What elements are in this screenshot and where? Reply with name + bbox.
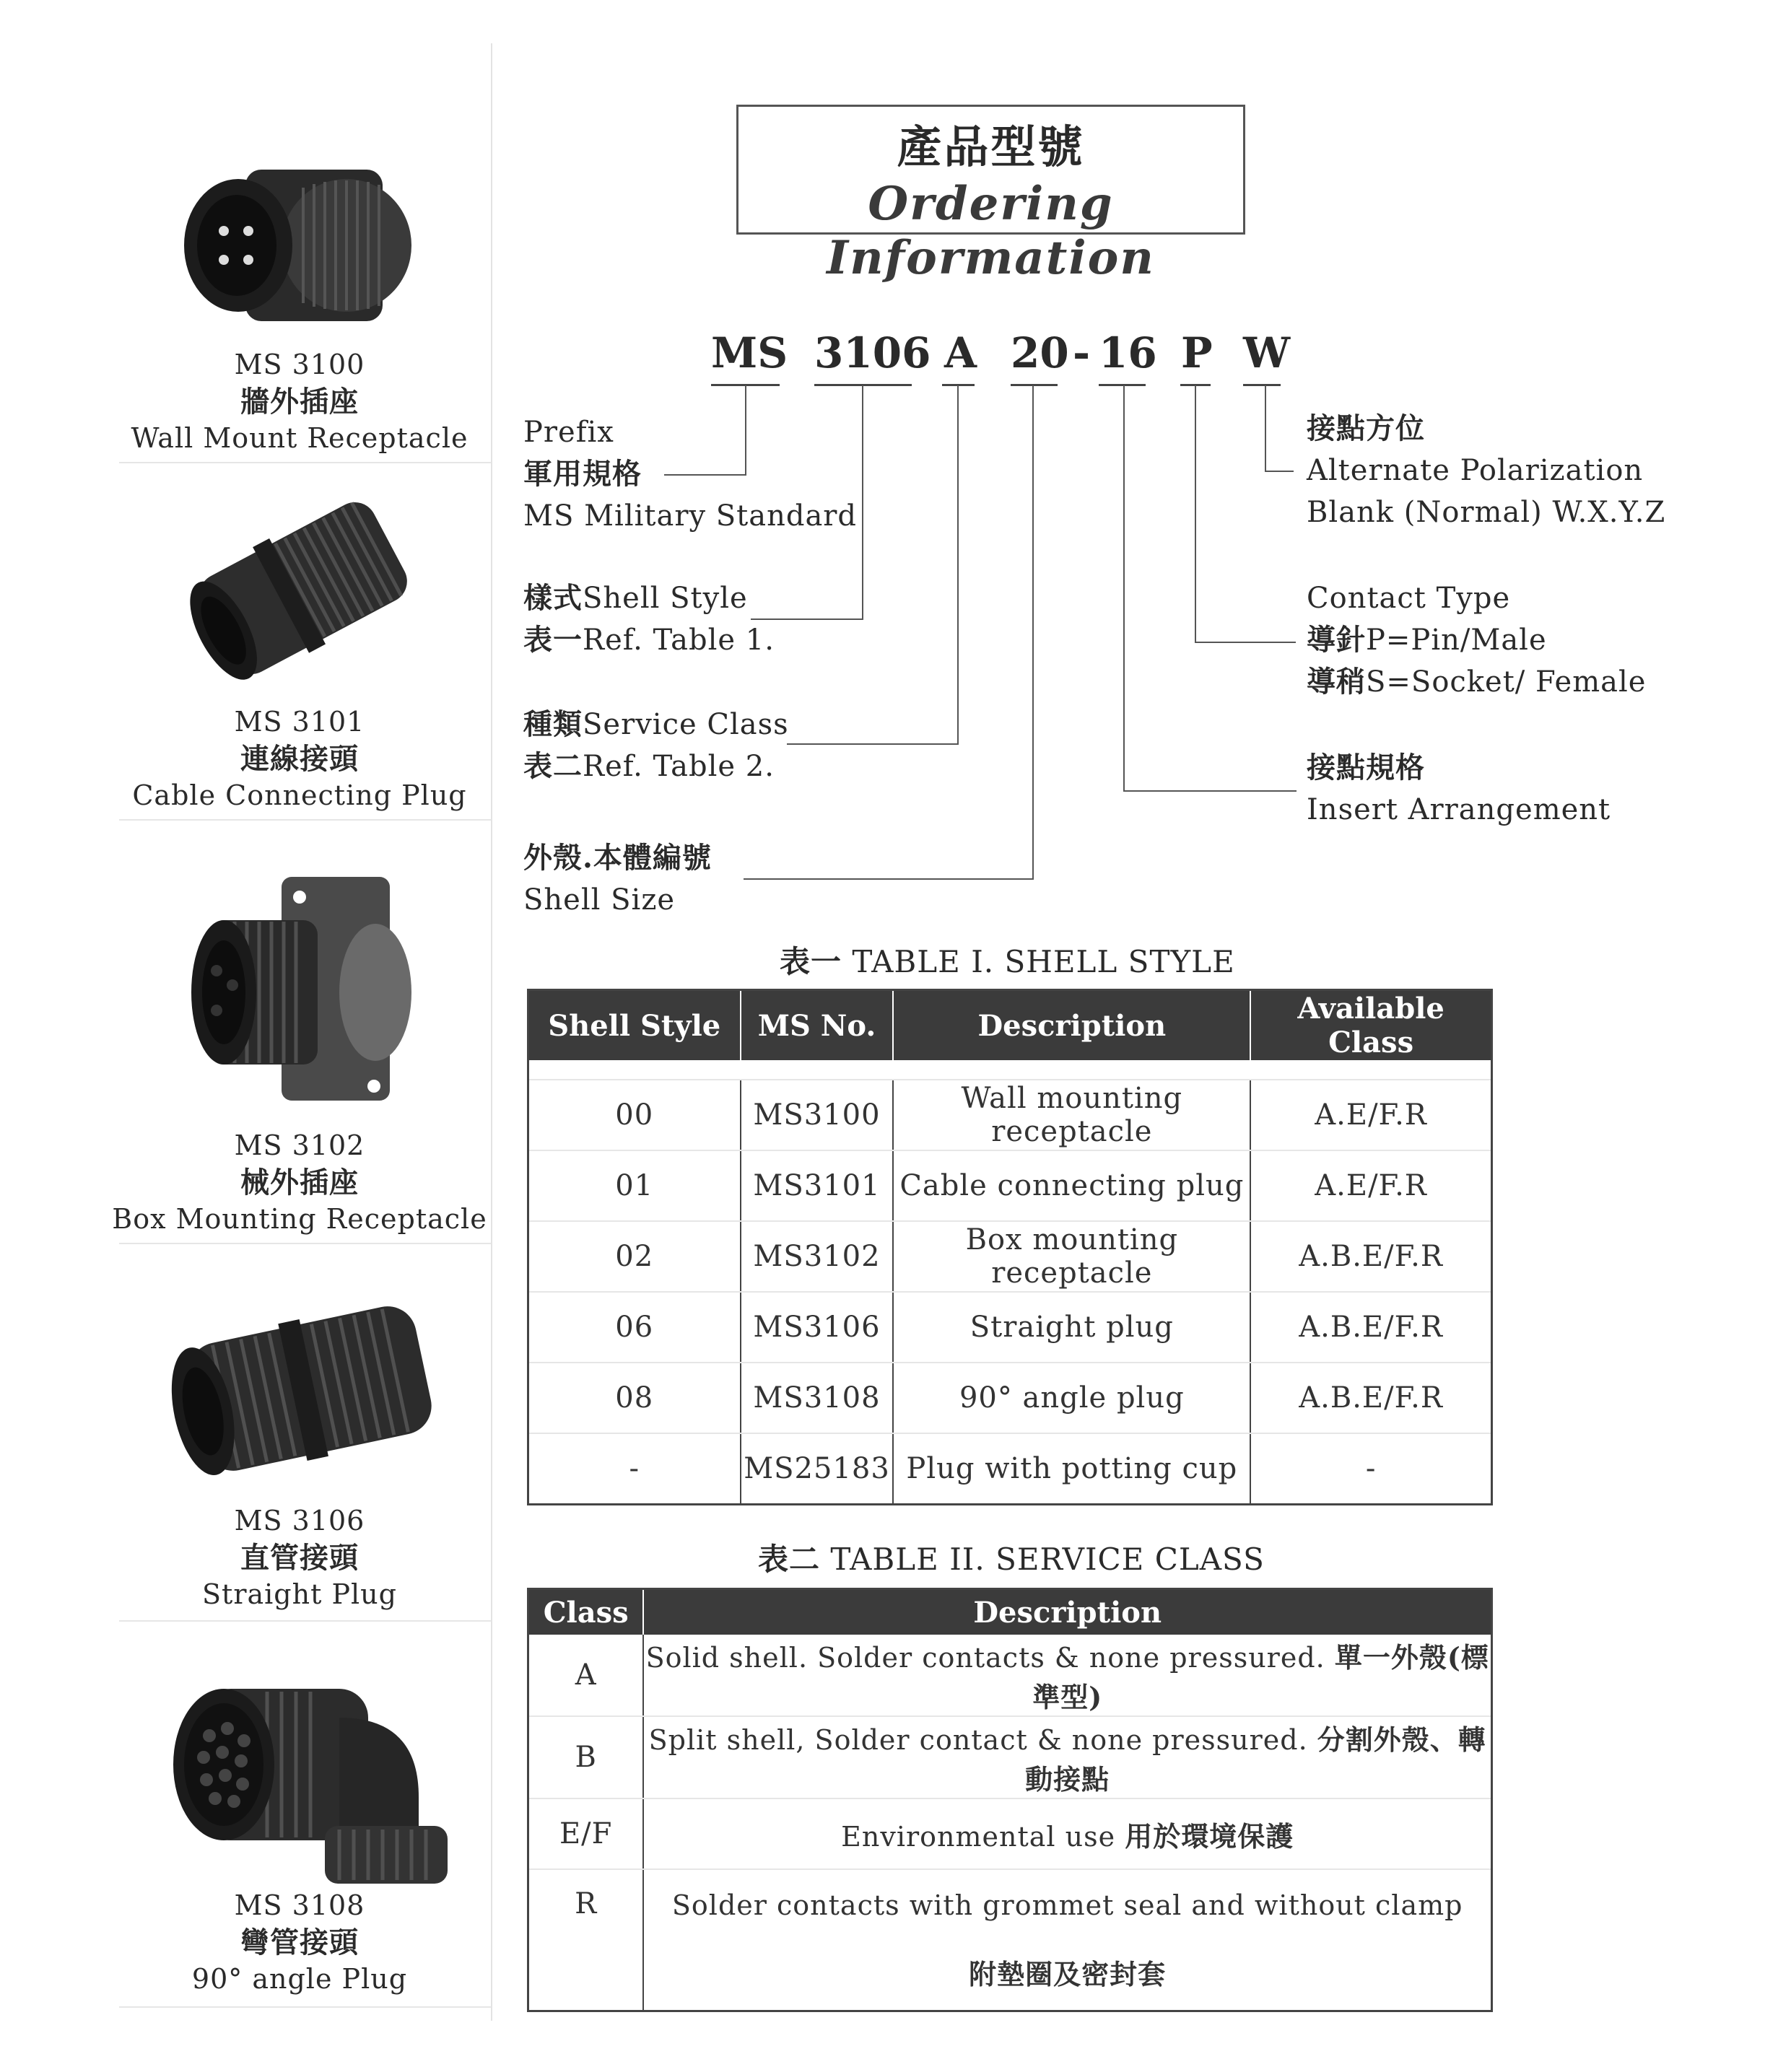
table1-caption <box>780 938 1235 982</box>
callout-prefix-zh: 軍用規格 <box>523 457 642 491</box>
ms3102-connector-image <box>180 870 426 1115</box>
callout-prefix <box>523 411 857 537</box>
callout-socket: S=Socket/ Female <box>1366 665 1647 699</box>
cell-description <box>643 1798 1491 1869</box>
cell-description <box>643 1716 1491 1798</box>
cell-description: Wall mounting receptacle <box>893 1080 1250 1150</box>
cell-style: 01 <box>528 1150 741 1221</box>
shell-style-table <box>527 989 1493 1505</box>
callout-polar-options: Blank (Normal) W.X.Y.Z <box>1307 496 1666 529</box>
table1-caption-en: TABLE I. SHELL STYLE <box>852 944 1235 979</box>
header-description: Description <box>643 1589 1491 1635</box>
product-name-zh: 彎管接頭 <box>240 1925 359 1959</box>
leader-class <box>957 385 959 745</box>
desc-en: Environmental use <box>841 1820 1116 1853</box>
cell-class: A.E/F.R <box>1250 1080 1491 1150</box>
cell-class: A.B.E/F.R <box>1250 1363 1491 1433</box>
callout-service-class <box>523 704 789 787</box>
cell-description: 90° angle plug <box>893 1363 1250 1433</box>
pn-dash: - <box>1073 328 1091 377</box>
product-name-en: Wall Mount Receptacle <box>131 422 469 454</box>
product-separator <box>119 2006 491 2008</box>
cell-class: A.B.E/F.R <box>1250 1221 1491 1292</box>
cell-ms-no: MS3100 <box>741 1080 894 1150</box>
callout-style-zh: 樣式 <box>523 581 583 615</box>
desc-zh: 用於環境保護 <box>1125 1819 1294 1853</box>
leader-size <box>1032 385 1034 880</box>
callout-polar-en: Alternate Polarization <box>1307 454 1644 487</box>
leader-class-h <box>787 743 959 745</box>
product-caption-ms3106 <box>108 1503 491 1613</box>
pn-prefix: MS <box>711 328 788 377</box>
service-class-table <box>527 1588 1493 2012</box>
cell-style: 00 <box>528 1080 741 1150</box>
header-class: Class <box>528 1589 644 1635</box>
callout-pin: P=Pin/Male <box>1366 624 1547 657</box>
table1-caption-zh: 表一 <box>780 944 842 979</box>
cell-style: 08 <box>528 1363 741 1433</box>
product-name-en: Box Mounting Receptacle <box>112 1203 487 1235</box>
table-row <box>528 1635 1492 1716</box>
ordering-title-box <box>736 105 1245 285</box>
column-divider <box>491 43 492 2021</box>
cell-ms-no: MS25183 <box>741 1433 894 1505</box>
cell-ms-no: MS3102 <box>741 1221 894 1292</box>
callout-shell-size <box>523 837 712 921</box>
leader-insert <box>1123 385 1125 792</box>
pn-underline-polar <box>1243 384 1281 386</box>
header-ms-no: MS No. <box>741 990 894 1061</box>
table-header-row <box>528 990 1492 1061</box>
table-row <box>528 1433 1492 1505</box>
leader-polar <box>1265 385 1266 472</box>
callout-class-ref: Ref. Table 2. <box>583 750 775 783</box>
pn-underline-size <box>1011 384 1058 386</box>
table-row <box>528 1080 1492 1150</box>
leader-contact-h <box>1195 642 1296 643</box>
product-model: MS 3102 <box>234 1129 365 1161</box>
cell-description <box>643 1635 1491 1716</box>
table-row <box>528 1150 1492 1221</box>
callout-shell-style <box>523 577 775 661</box>
pn-contact: P <box>1181 328 1213 377</box>
table-spacer <box>528 1060 1492 1080</box>
desc-zh: 單一外殼(標準型) <box>1032 1641 1489 1713</box>
product-caption-ms3102 <box>108 1127 491 1238</box>
cell-style: 06 <box>528 1292 741 1363</box>
callout-polar-zh: 接點方位 <box>1307 411 1425 445</box>
cell-ms-no: MS3101 <box>741 1150 894 1221</box>
page-title-en: Ordering Information <box>827 177 1155 285</box>
product-model: MS 3101 <box>234 706 365 738</box>
callout-size-en: Shell Size <box>523 883 676 917</box>
pn-polarization: W <box>1243 328 1291 377</box>
product-model: MS 3108 <box>234 1889 365 1921</box>
cell-class: A <box>528 1635 644 1716</box>
product-name-zh: 連線接頭 <box>240 742 359 776</box>
callout-class-zh: 種類 <box>523 707 583 741</box>
pn-insert: 16 <box>1099 328 1157 377</box>
ms3106-connector-image <box>159 1285 455 1494</box>
product-caption-ms3100 <box>108 346 491 457</box>
table-row <box>528 1798 1492 1869</box>
table2-caption-zh: 表二 <box>758 1542 821 1577</box>
callout-size-zh: 外殼.本體編號 <box>523 841 712 875</box>
callout-style-table-zh: 表一 <box>523 623 583 657</box>
leader-insert-h <box>1123 790 1297 792</box>
desc-en: Solder contacts with grommet seal and without clamp <box>671 1889 1463 1921</box>
callout-contact-type <box>1307 577 1646 703</box>
product-separator <box>119 462 491 463</box>
callout-prefix-std: MS Military Standard <box>523 499 858 533</box>
cell-class: R <box>528 1869 644 2011</box>
table-header-row <box>528 1589 1492 1635</box>
cell-description: Straight plug <box>893 1292 1250 1363</box>
ms3101-connector-image <box>177 491 430 686</box>
cell-description: Box mounting receptacle <box>893 1221 1250 1292</box>
callout-class-en: Service Class <box>583 708 789 741</box>
callout-style-en: Shell Style <box>583 582 748 615</box>
product-name-en: Cable Connecting Plug <box>132 779 467 811</box>
callout-pin-zh: 導針 <box>1307 623 1366 657</box>
product-name-en: Straight Plug <box>202 1578 397 1610</box>
callout-insert-en: Insert Arrangement <box>1307 793 1611 826</box>
header-shell-style: Shell Style <box>528 990 741 1061</box>
desc-zh: 附墊圈及密封套 <box>969 1958 1167 1990</box>
product-separator <box>119 1243 491 1244</box>
table2-caption <box>758 1536 1265 1579</box>
leader-style <box>862 385 863 620</box>
page-title-zh: 產品型號 <box>897 121 1085 173</box>
product-name-zh: 直管接頭 <box>240 1541 359 1575</box>
callout-prefix-en: Prefix <box>523 416 614 449</box>
product-model: MS 3100 <box>234 349 365 380</box>
product-name-zh: 械外插座 <box>240 1166 359 1199</box>
cell-ms-no: MS3108 <box>741 1363 894 1433</box>
cell-description: Cable connecting plug <box>893 1150 1250 1221</box>
product-caption-ms3101 <box>108 704 491 814</box>
leader-contact <box>1195 385 1196 643</box>
callout-polarization <box>1307 408 1665 533</box>
desc-en: Solid shell. Solder contacts & none pressured. <box>645 1642 1325 1674</box>
callout-insert <box>1307 747 1611 831</box>
product-separator <box>119 819 491 821</box>
leader-size-h <box>744 878 1034 880</box>
callout-socket-zh: 導稍 <box>1307 665 1366 699</box>
table2-caption-en: TABLE II. SERVICE CLASS <box>830 1542 1265 1577</box>
product-separator <box>119 1620 491 1622</box>
pn-service-class: A <box>944 328 977 377</box>
header-description: Description <box>893 990 1250 1061</box>
ms3100-connector-image <box>173 159 433 332</box>
table-row <box>528 1060 1492 1080</box>
ms3108-connector-image <box>159 1674 462 1898</box>
cell-description <box>643 1869 1491 2011</box>
table-row <box>528 1869 1492 2011</box>
table-row <box>528 1363 1492 1433</box>
callout-insert-zh: 接點規格 <box>1307 751 1425 784</box>
callout-style-ref: Ref. Table 1. <box>583 624 775 657</box>
cell-ms-no: MS3106 <box>741 1292 894 1363</box>
product-caption-ms3108 <box>108 1887 491 1998</box>
cell-class: E/F <box>528 1798 644 1869</box>
header-available-class: Available Class <box>1250 990 1491 1061</box>
table-row <box>528 1221 1492 1292</box>
pn-shell-size: 20 <box>1011 328 1069 377</box>
cell-class: A.E/F.R <box>1250 1150 1491 1221</box>
desc-en: Split shell, Solder contact & none pressured. <box>648 1724 1308 1756</box>
callout-class-table-zh: 表二 <box>523 749 583 783</box>
cell-style: 02 <box>528 1221 741 1292</box>
product-name-zh: 牆外插座 <box>240 385 359 419</box>
desc-zh: 分割外殼、轉動接點 <box>1025 1723 1486 1796</box>
leader-polar-h <box>1265 471 1294 472</box>
cell-description: Plug with potting cup <box>893 1433 1250 1505</box>
product-model: MS 3106 <box>234 1505 365 1536</box>
cell-class: B <box>528 1716 644 1798</box>
table-row <box>528 1716 1492 1798</box>
product-name-en: 90° angle Plug <box>191 1963 408 1995</box>
callout-contact-en: Contact Type <box>1307 582 1511 615</box>
table-row <box>528 1292 1492 1363</box>
pn-shell-style: 3106 <box>814 328 931 377</box>
cell-class: A.B.E/F.R <box>1250 1292 1491 1363</box>
cell-class: - <box>1250 1433 1491 1505</box>
cell-style: - <box>528 1433 741 1505</box>
pn-underline-insert <box>1099 384 1146 386</box>
